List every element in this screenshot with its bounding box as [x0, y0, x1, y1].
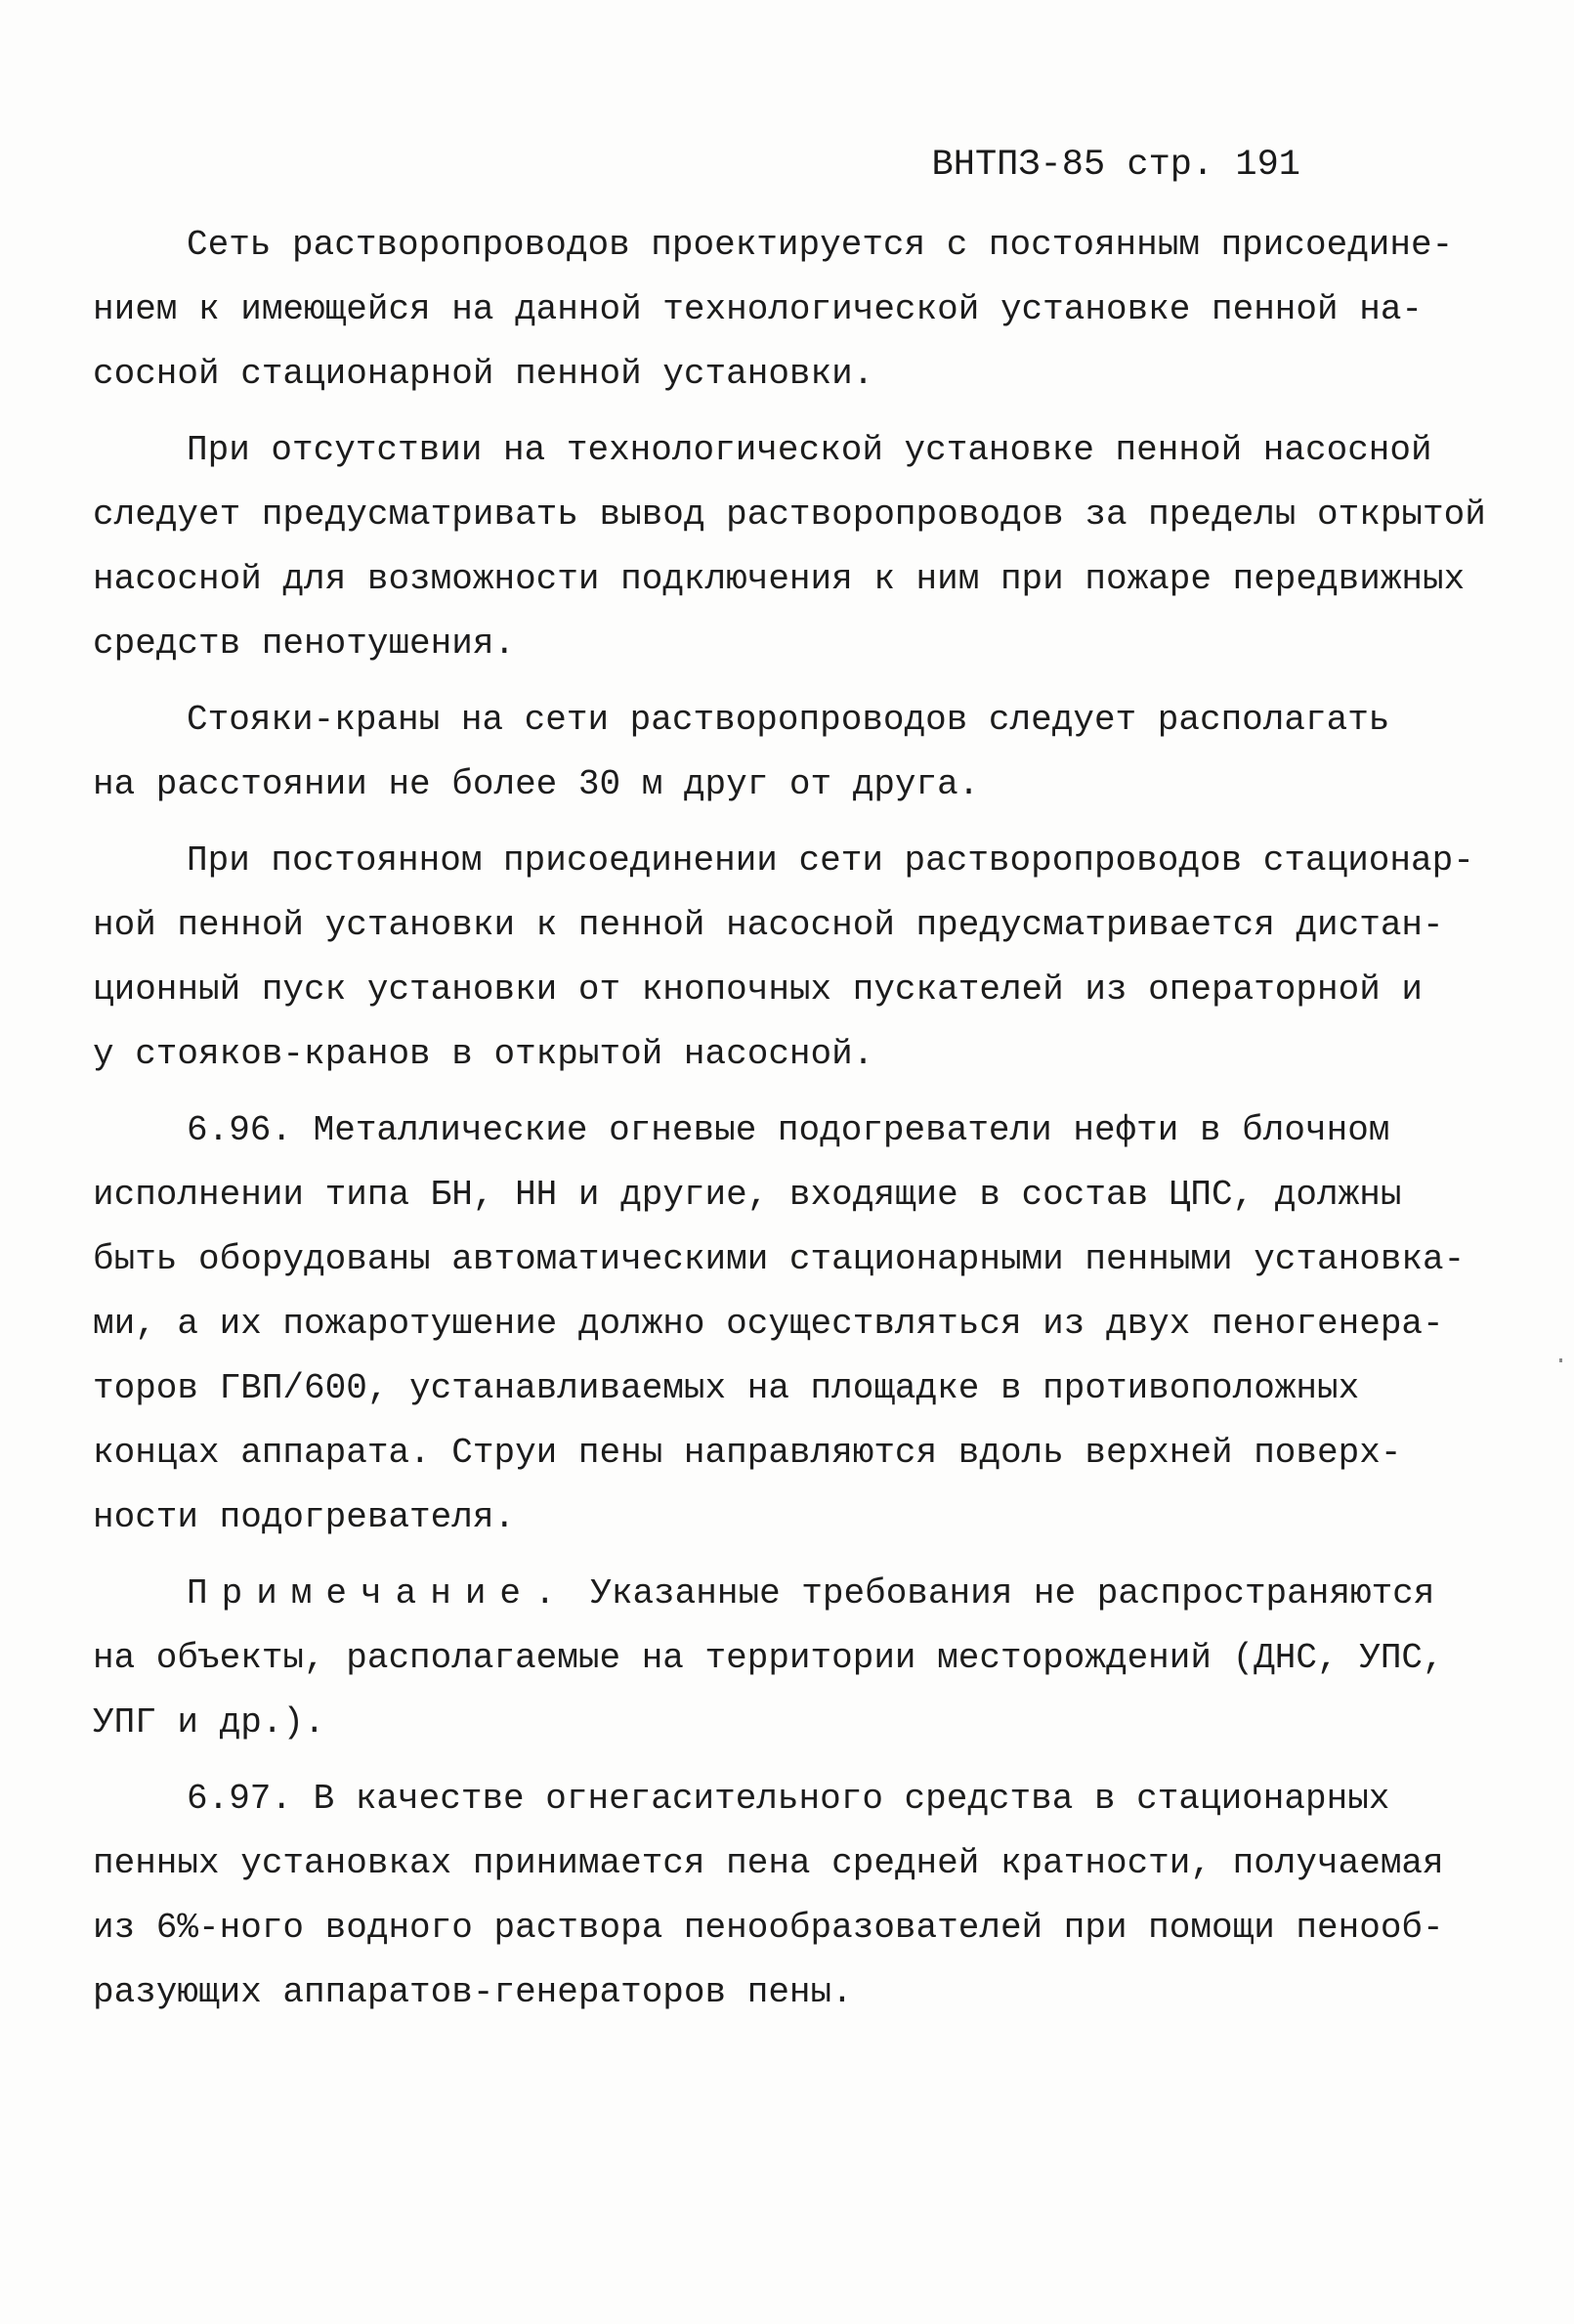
- paragraph-riser-cranes: [93, 688, 1402, 817]
- text-line: насосной для возможности подключения к ним при пожаре передвижных: [93, 559, 1466, 599]
- note-text: Указанные требования не распространяются: [569, 1573, 1435, 1614]
- text-line: исполнении типа БН, НН и другие, входящие в состав ЦПС, должны: [93, 1175, 1402, 1215]
- text-line: торов ГВП/600, устанавливаемых на площадке в противоположных: [93, 1368, 1360, 1408]
- paragraph-6-97: [93, 1767, 1444, 2025]
- text-line: Сеть растворопроводов проектируется с постоянным присоедине-: [187, 225, 1454, 265]
- paragraph-6-96: [93, 1098, 1466, 1550]
- note-label: Примечание.: [187, 1573, 570, 1614]
- text-line: Стояки-краны на сети растворопроводов следует располагать: [187, 700, 1390, 740]
- paragraph-remote-start: [93, 829, 1474, 1087]
- document-body: [93, 213, 1486, 2037]
- text-line: ционный пуск установки от кнопочных пускателей из операторной и: [93, 969, 1424, 1010]
- text-line: ности подогревателя.: [93, 1497, 516, 1537]
- text-line: разующих аппаратов-генераторов пены.: [93, 1972, 853, 2012]
- text-line: из 6%-ного водного раствора пенообразователей при помощи пенооб-: [93, 1908, 1444, 1948]
- text-line: ной пенной установки к пенной насосной предусматривается дистан-: [93, 905, 1444, 945]
- paragraph-no-pump-station: [93, 418, 1486, 676]
- text-line: нием к имеющейся на данной технологической установке пенной на-: [93, 289, 1424, 329]
- text-line: средств пенотушения.: [93, 624, 516, 664]
- text-line: концах аппарата. Струи пены направляются вдоль верхней поверх-: [93, 1433, 1402, 1473]
- paragraph-solution-network: [93, 213, 1454, 407]
- text-line: При отсутствии на технологической установке пенной насосной: [187, 430, 1432, 470]
- text-line: 6.97. В качестве огнегасительного средства в стационарных: [187, 1779, 1390, 1819]
- text-line: сосной стационарной пенной установки.: [93, 354, 874, 394]
- text-line: быть оборудованы автоматическими стационарными пенными установка-: [93, 1239, 1466, 1279]
- text-line: следует предусматривать вывод растворопроводов за пределы открытой: [93, 495, 1486, 535]
- text-line: При постоянном присоединении сети растворопроводов стационар-: [187, 840, 1474, 881]
- text-line: ми, а их пожаротушение должно осуществляться из двух пеногенера-: [93, 1304, 1444, 1344]
- text-line: у стояков-кранов в открытой насосной.: [93, 1034, 874, 1074]
- text-line: УПГ и др.).: [93, 1702, 325, 1743]
- text-line: 6.96. Металлические огневые подогреватели нефти в блочном: [187, 1110, 1390, 1150]
- page-header: ВНТПЗ-85 стр. 191: [931, 145, 1300, 186]
- paragraph-note: [93, 1562, 1444, 1755]
- text-line: пенных установках принимается пена средней кратности, получаемая: [93, 1843, 1444, 1883]
- text-line: на объекты, располагаемые на территории месторождений (ДНС, УПС,: [93, 1638, 1444, 1678]
- text-line: на расстоянии не более 30 м друг от друга.: [93, 764, 980, 804]
- text-line: [93, 1562, 1435, 1626]
- scan-speck: [1559, 1358, 1562, 1362]
